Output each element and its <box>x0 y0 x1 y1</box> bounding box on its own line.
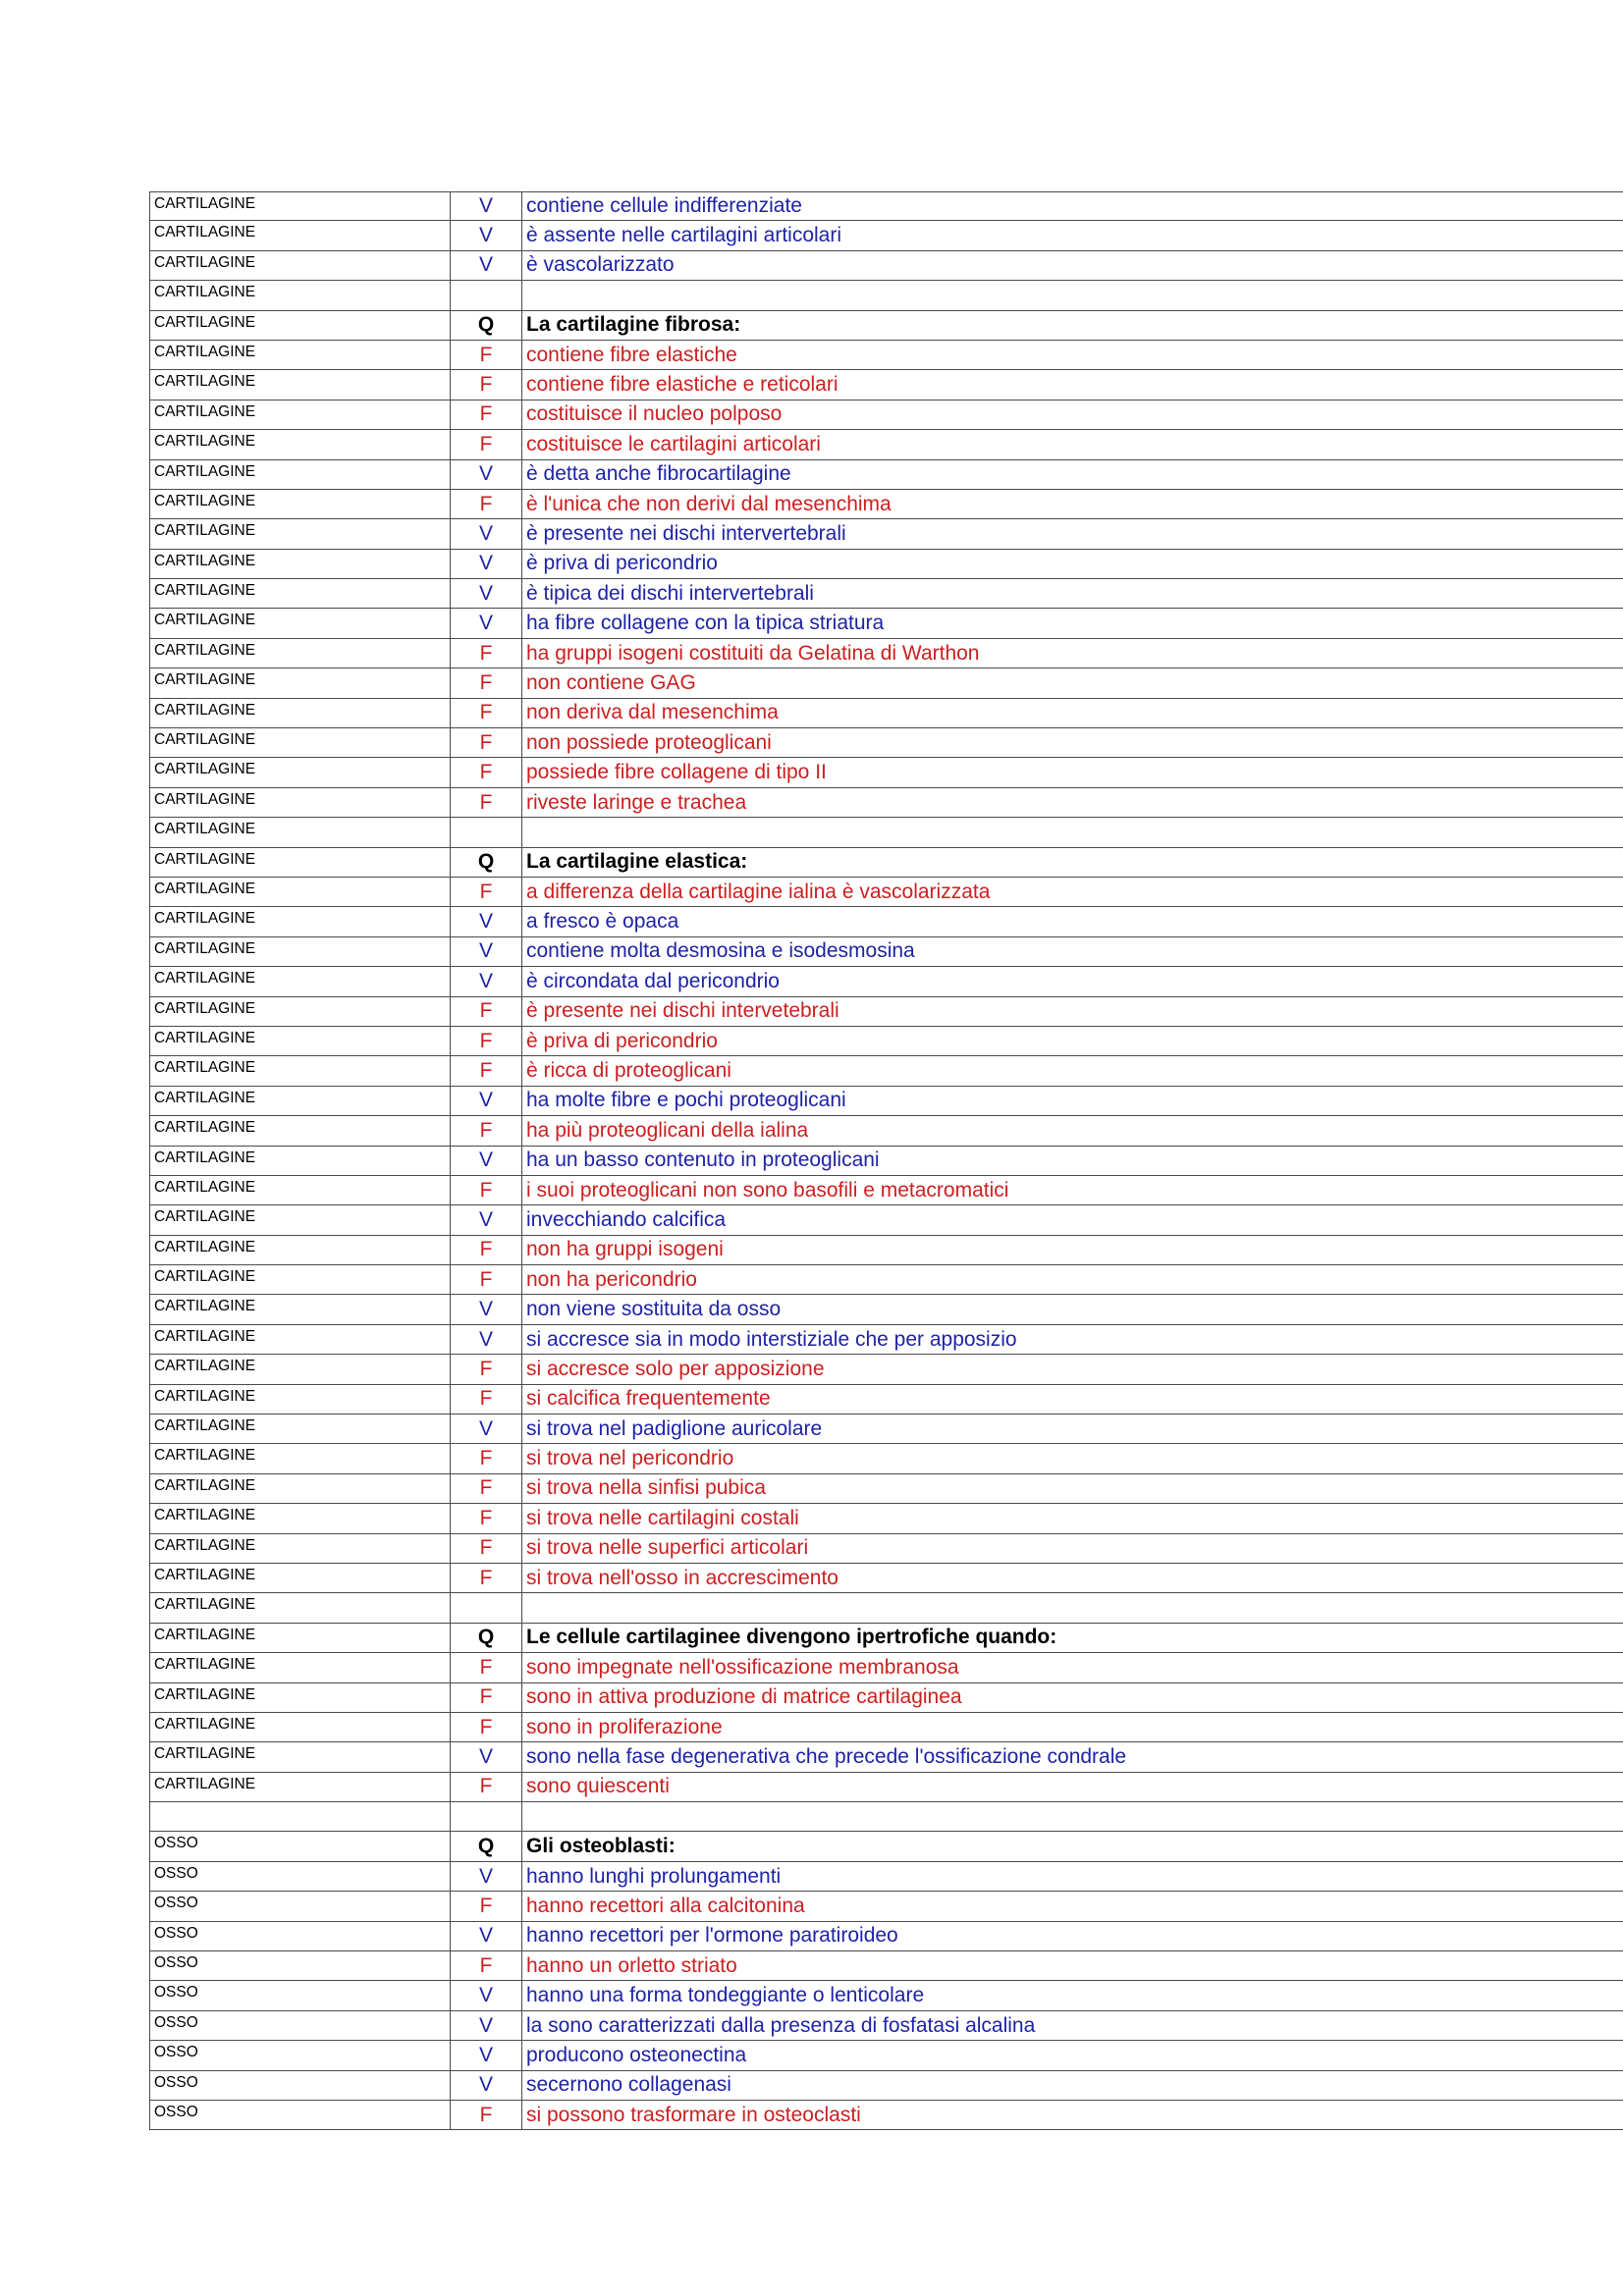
table-row <box>149 758 1623 787</box>
statement-cell: si possono trasformare in osteoclasti <box>526 2103 861 2126</box>
topic-cell: CARTILAGINE <box>149 1265 451 1294</box>
answer-mark-cell: F <box>451 1474 522 1503</box>
answer-mark-cell: V <box>451 1415 522 1443</box>
topic-cell: CARTILAGINE <box>149 1027 451 1055</box>
answer-mark-cell: F <box>451 878 522 906</box>
answer-mark-cell: F <box>451 1653 522 1682</box>
statement-cell: è detta anche fibrocartilagine <box>526 462 791 486</box>
statement-cell: si trova nelle cartilagini costali <box>526 1506 799 1529</box>
statement-cell: hanno recettori per l'ormone paratiroideo <box>526 1924 898 1948</box>
statement-cell: invecchiando calcifica <box>526 1207 727 1231</box>
statement-cell: è priva di pericondrio <box>526 1029 718 1052</box>
answer-mark-cell: Q <box>451 311 522 340</box>
table-row <box>149 937 1623 967</box>
statement-cell: è tipica dei dischi intervertebrali <box>526 581 814 605</box>
topic-cell: CARTILAGINE <box>149 1653 451 1682</box>
statement-cell: ha più proteoglicani della ialina <box>526 1118 809 1142</box>
topic-cell: CARTILAGINE <box>149 251 451 280</box>
topic-cell: OSSO <box>149 2101 451 2129</box>
table-row <box>149 1922 1623 1951</box>
statement-cell: costituisce il nucleo polposo <box>526 402 783 426</box>
statement-cell: si trova nell'osso in accrescimento <box>526 1566 839 1589</box>
answer-mark-cell: F <box>451 788 522 817</box>
topic-cell: CARTILAGINE <box>149 1205 451 1234</box>
question-row <box>149 1832 1623 1861</box>
statement-cell: hanno lunghi prolungamenti <box>526 1864 782 1888</box>
answer-mark-cell: F <box>451 728 522 757</box>
statement-cell: ha molte fibre e pochi proteoglicani <box>526 1089 846 1112</box>
table-row <box>149 251 1623 281</box>
table-row <box>149 1653 1623 1682</box>
topic-cell: CARTILAGINE <box>149 1444 451 1472</box>
table-row <box>149 1474 1623 1504</box>
answer-mark-cell <box>451 281 522 309</box>
topic-cell: CARTILAGINE <box>149 967 451 995</box>
question-text-cell: Le cellule cartilaginee divengono ipertrofiche quando: <box>526 1626 1057 1649</box>
topic-cell <box>149 1802 451 1831</box>
topic-cell: CARTILAGINE <box>149 728 451 757</box>
statement-cell: a differenza della cartilagine ialina è vascolarizzata <box>526 880 991 903</box>
statement-cell: non viene sostituita da osso <box>526 1298 782 1321</box>
topic-cell: CARTILAGINE <box>149 579 451 608</box>
topic-cell: CARTILAGINE <box>149 788 451 817</box>
statement-cell: non contiene GAG <box>526 670 696 694</box>
answer-mark-cell: F <box>451 1236 522 1264</box>
table-row <box>149 1056 1623 1086</box>
statement-cell: si trova nel pericondrio <box>526 1447 734 1470</box>
topic-cell: CARTILAGINE <box>149 341 451 369</box>
answer-mark-cell: V <box>451 1205 522 1234</box>
answer-mark-cell: V <box>451 609 522 637</box>
answer-mark-cell: V <box>451 1295 522 1323</box>
answer-mark-cell: Q <box>451 1624 522 1652</box>
table-row <box>149 1415 1623 1444</box>
statement-cell: si trova nelle superfici articolari <box>526 1536 809 1560</box>
table-row <box>149 1295 1623 1324</box>
topic-cell: CARTILAGINE <box>149 370 451 399</box>
statement-cell: contiene cellule indifferenziate <box>526 194 802 218</box>
statement-cell: contiene fibre elastiche <box>526 343 737 366</box>
question-text-cell: La cartilagine fibrosa: <box>526 313 741 337</box>
question-row <box>149 311 1623 341</box>
table-row <box>149 221 1623 250</box>
topic-cell: CARTILAGINE <box>149 1683 451 1712</box>
statement-cell: sono in attiva produzione di matrice cartilaginea <box>526 1685 962 1709</box>
statement-cell: costituisce le cartilagini articolari <box>526 432 821 455</box>
topic-cell: CARTILAGINE <box>149 221 451 249</box>
table-row <box>149 639 1623 668</box>
topic-cell: CARTILAGINE <box>149 937 451 966</box>
statement-cell: i suoi proteoglicani non sono basofili e metacromatici <box>526 1178 1009 1201</box>
statement-cell: sono nella fase degenerativa che precede l'ossificazione condrale <box>526 1745 1127 1768</box>
statement-cell: producono osteonectina <box>526 2043 747 2066</box>
topic-cell: CARTILAGINE <box>149 699 451 727</box>
topic-cell: CARTILAGINE <box>149 1564 451 1592</box>
answer-mark-cell <box>451 1802 522 1831</box>
answer-mark-cell: V <box>451 907 522 935</box>
statement-cell: non ha pericondrio <box>526 1267 697 1291</box>
statement-cell: ha fibre collagene con la tipica striatura <box>526 612 885 635</box>
statement-cell: è presente nei dischi intervetebrali <box>526 999 839 1023</box>
answer-mark-cell: V <box>451 937 522 966</box>
answer-mark-cell: F <box>451 370 522 399</box>
quiz-table <box>149 191 1623 2130</box>
table-row <box>149 1265 1623 1295</box>
topic-cell: CARTILAGINE <box>149 430 451 458</box>
answer-mark-cell: V <box>451 1862 522 1891</box>
topic-cell: CARTILAGINE <box>149 878 451 906</box>
table-row <box>149 400 1623 430</box>
answer-mark-cell: V <box>451 192 522 220</box>
table-row <box>149 1981 1623 2010</box>
topic-cell: CARTILAGINE <box>149 1504 451 1532</box>
table-row <box>149 490 1623 519</box>
statement-cell: si accresce solo per apposizione <box>526 1357 825 1380</box>
statement-cell: non possiede proteoglicani <box>526 730 772 754</box>
topic-cell: CARTILAGINE <box>149 1056 451 1085</box>
table-row <box>149 519 1623 549</box>
table-row <box>149 370 1623 400</box>
topic-cell: CARTILAGINE <box>149 1773 451 1801</box>
topic-cell: CARTILAGINE <box>149 311 451 340</box>
topic-cell: CARTILAGINE <box>149 1147 451 1175</box>
answer-mark-cell: V <box>451 460 522 489</box>
answer-mark-cell: F <box>451 341 522 369</box>
table-row <box>149 1862 1623 1892</box>
answer-mark-cell: F <box>451 490 522 518</box>
topic-cell: CARTILAGINE <box>149 668 451 697</box>
statement-cell: è vascolarizzato <box>526 253 675 277</box>
answer-mark-cell: F <box>451 1534 522 1563</box>
table-row <box>149 997 1623 1027</box>
table-row <box>149 967 1623 996</box>
topic-cell: CARTILAGINE <box>149 1593 451 1622</box>
statement-cell <box>522 1802 1623 1831</box>
question-text-cell: Gli osteoblasti: <box>526 1835 676 1858</box>
table-row <box>149 281 1623 310</box>
statement-cell: è l'unica che non derivi dal mesenchima <box>526 492 892 515</box>
statement-cell: ha gruppi isogeni costituiti da Gelatina di Warthon <box>526 641 980 665</box>
topic-cell: CARTILAGINE <box>149 1624 451 1652</box>
table-row <box>149 1027 1623 1056</box>
answer-mark-cell: F <box>451 1385 522 1414</box>
statement-cell: sono in proliferazione <box>526 1715 723 1738</box>
answer-mark-cell: V <box>451 251 522 280</box>
answer-mark-cell: F <box>451 997 522 1026</box>
table-row <box>149 1593 1623 1623</box>
table-row <box>149 430 1623 459</box>
topic-cell: OSSO <box>149 2041 451 2069</box>
answer-mark-cell: V <box>451 2011 522 2040</box>
statement-cell <box>522 818 1623 846</box>
topic-cell: CARTILAGINE <box>149 1087 451 1115</box>
answer-mark-cell: F <box>451 1504 522 1532</box>
statement-cell: è presente nei dischi intervertebrali <box>526 521 846 545</box>
answer-mark-cell: F <box>451 2101 522 2129</box>
table-row <box>149 191 1623 221</box>
answer-mark-cell: F <box>451 639 522 667</box>
statement-cell: possiede fibre collagene di tipo II <box>526 761 827 784</box>
table-row <box>149 1147 1623 1176</box>
question-row <box>149 848 1623 878</box>
table-row <box>149 1892 1623 1921</box>
topic-cell: CARTILAGINE <box>149 490 451 518</box>
table-row <box>149 668 1623 698</box>
topic-cell: CARTILAGINE <box>149 1385 451 1414</box>
answer-mark-cell: F <box>451 1773 522 1801</box>
statement-cell: ha un basso contenuto in proteoglicani <box>526 1148 880 1172</box>
answer-mark-cell: V <box>451 221 522 249</box>
answer-mark-cell: F <box>451 400 522 429</box>
answer-mark-cell: F <box>451 1265 522 1294</box>
statement-cell: contiene fibre elastiche e reticolari <box>526 373 839 397</box>
table-row <box>149 818 1623 847</box>
answer-mark-cell: F <box>451 430 522 458</box>
topic-cell: CARTILAGINE <box>149 1176 451 1204</box>
table-row <box>149 2101 1623 2130</box>
answer-mark-cell: F <box>451 1027 522 1055</box>
answer-mark-cell: V <box>451 1147 522 1175</box>
answer-mark-cell: F <box>451 1116 522 1145</box>
topic-cell: CARTILAGINE <box>149 1295 451 1323</box>
topic-cell: CARTILAGINE <box>149 758 451 786</box>
table-row <box>149 460 1623 490</box>
answer-mark-cell: V <box>451 550 522 578</box>
answer-mark-cell <box>451 1593 522 1622</box>
statement-cell: contiene molta desmosina e isodesmosina <box>526 939 915 963</box>
table-row <box>149 2041 1623 2070</box>
table-row <box>149 1325 1623 1355</box>
topic-cell: CARTILAGINE <box>149 639 451 667</box>
statement-cell: hanno una forma tondeggiante o lenticolare <box>526 1984 925 2007</box>
statement-cell: è assente nelle cartilagini articolari <box>526 224 841 247</box>
topic-cell: CARTILAGINE <box>149 1355 451 1383</box>
table-row <box>149 1504 1623 1533</box>
topic-cell: OSSO <box>149 1862 451 1891</box>
topic-cell: OSSO <box>149 2071 451 2100</box>
table-row <box>149 1773 1623 1802</box>
answer-mark-cell <box>451 818 522 846</box>
table-row <box>149 1116 1623 1146</box>
topic-cell: OSSO <box>149 1892 451 1920</box>
table-row <box>149 609 1623 638</box>
answer-mark-cell: F <box>451 699 522 727</box>
statement-cell: si trova nella sinfisi pubica <box>526 1476 766 1500</box>
answer-mark-cell: F <box>451 1355 522 1383</box>
statement-cell: sono quiescenti <box>526 1775 670 1798</box>
topic-cell: CARTILAGINE <box>149 997 451 1026</box>
statement-cell: riveste laringe e trachea <box>526 790 747 814</box>
statement-cell: si trova nel padiglione auricolare <box>526 1416 823 1440</box>
topic-cell: CARTILAGINE <box>149 1116 451 1145</box>
table-row <box>149 1564 1623 1593</box>
topic-cell: CARTILAGINE <box>149 1325 451 1354</box>
table-row <box>149 1385 1623 1415</box>
answer-mark-cell: F <box>451 758 522 786</box>
statement-cell: è priva di pericondrio <box>526 552 718 575</box>
statement-cell: hanno recettori alla calcitonina <box>526 1894 805 1917</box>
topic-cell: CARTILAGINE <box>149 1742 451 1771</box>
topic-cell: CARTILAGINE <box>149 907 451 935</box>
statement-cell: non ha gruppi isogeni <box>526 1238 724 1261</box>
table-row <box>149 1444 1623 1473</box>
topic-cell: CARTILAGINE <box>149 609 451 637</box>
table-row <box>149 1802 1623 1832</box>
answer-mark-cell: F <box>451 1951 522 1980</box>
table-row <box>149 1087 1623 1116</box>
table-row <box>149 1742 1623 1772</box>
statement-cell: è circondata dal pericondrio <box>526 969 780 992</box>
statement-cell: secernono collagenasi <box>526 2073 731 2097</box>
topic-cell: CARTILAGINE <box>149 1236 451 1264</box>
topic-cell: OSSO <box>149 1951 451 1980</box>
statement-cell: sono impegnate nell'ossificazione membranosa <box>526 1655 959 1679</box>
table-row <box>149 878 1623 907</box>
topic-cell: CARTILAGINE <box>149 818 451 846</box>
topic-cell: OSSO <box>149 1981 451 2009</box>
answer-mark-cell: V <box>451 579 522 608</box>
answer-mark-cell: V <box>451 967 522 995</box>
table-row <box>149 2071 1623 2101</box>
statement-cell: si accresce sia in modo interstiziale che per apposizio <box>526 1327 1017 1351</box>
statement-cell: è ricca di proteoglicani <box>526 1059 731 1083</box>
table-row <box>149 788 1623 818</box>
topic-cell: CARTILAGINE <box>149 400 451 429</box>
table-row <box>149 907 1623 936</box>
answer-mark-cell: V <box>451 1742 522 1771</box>
table-row <box>149 550 1623 579</box>
answer-mark-cell: V <box>451 2041 522 2069</box>
answer-mark-cell: Q <box>451 848 522 877</box>
question-row <box>149 1624 1623 1653</box>
statement-cell: si calcifica frequentemente <box>526 1387 771 1411</box>
table-row <box>149 1236 1623 1265</box>
statement-cell: hanno un orletto striato <box>526 1953 737 1977</box>
table-row <box>149 699 1623 728</box>
answer-mark-cell: V <box>451 1981 522 2009</box>
table-row <box>149 1951 1623 1981</box>
answer-mark-cell: F <box>451 1056 522 1085</box>
answer-mark-cell: F <box>451 1713 522 1741</box>
answer-mark-cell: V <box>451 1325 522 1354</box>
answer-mark-cell: F <box>451 1564 522 1592</box>
answer-mark-cell: F <box>451 668 522 697</box>
answer-mark-cell: V <box>451 1922 522 1950</box>
statement-cell <box>522 1593 1623 1622</box>
topic-cell: CARTILAGINE <box>149 848 451 877</box>
table-row <box>149 1355 1623 1384</box>
answer-mark-cell: V <box>451 1087 522 1115</box>
topic-cell: CARTILAGINE <box>149 1415 451 1443</box>
question-text-cell: La cartilagine elastica: <box>526 850 748 874</box>
topic-cell: CARTILAGINE <box>149 1534 451 1563</box>
topic-cell: CARTILAGINE <box>149 192 451 220</box>
table-row <box>149 1534 1623 1564</box>
topic-cell: CARTILAGINE <box>149 460 451 489</box>
table-row <box>149 1205 1623 1235</box>
statement-cell: a fresco è opaca <box>526 910 679 934</box>
topic-cell: CARTILAGINE <box>149 1474 451 1503</box>
topic-cell: CARTILAGINE <box>149 281 451 309</box>
statement-cell <box>522 281 1623 309</box>
topic-cell: CARTILAGINE <box>149 1713 451 1741</box>
table-row <box>149 1713 1623 1742</box>
answer-mark-cell: F <box>451 1892 522 1920</box>
statement-cell: la sono caratterizzati dalla presenza di fosfatasi alcalina <box>526 2013 1036 2037</box>
answer-mark-cell: V <box>451 2071 522 2100</box>
table-row <box>149 579 1623 609</box>
topic-cell: OSSO <box>149 1832 451 1860</box>
answer-mark-cell: Q <box>451 1832 522 1860</box>
topic-cell: OSSO <box>149 1922 451 1950</box>
table-row <box>149 1683 1623 1713</box>
topic-cell: CARTILAGINE <box>149 519 451 548</box>
table-row <box>149 1176 1623 1205</box>
topic-cell: OSSO <box>149 2011 451 2040</box>
answer-mark-cell: F <box>451 1683 522 1712</box>
answer-mark-cell: F <box>451 1444 522 1472</box>
topic-cell: CARTILAGINE <box>149 550 451 578</box>
table-row <box>149 341 1623 370</box>
table-row <box>149 2011 1623 2041</box>
answer-mark-cell: F <box>451 1176 522 1204</box>
answer-mark-cell: V <box>451 519 522 548</box>
statement-cell: non deriva dal mesenchima <box>526 701 779 724</box>
table-row <box>149 728 1623 758</box>
